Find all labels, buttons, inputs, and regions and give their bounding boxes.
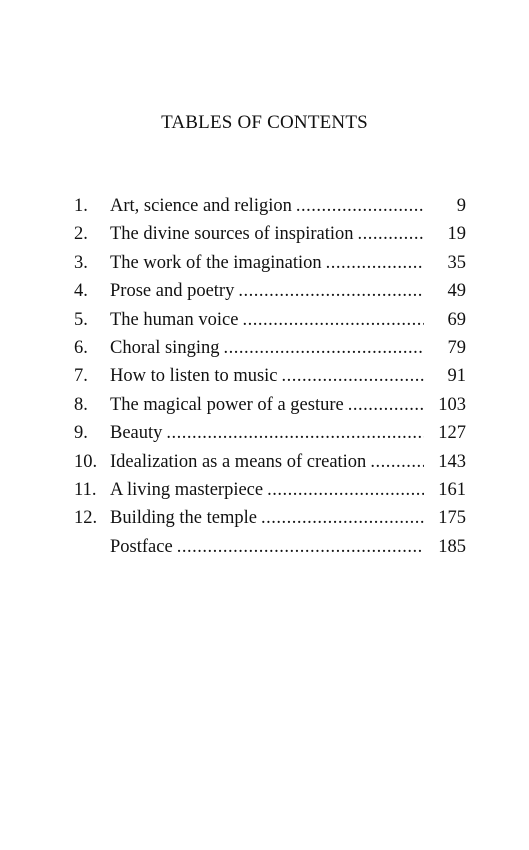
toc-entry[interactable] [74,224,466,252]
entry-text [110,366,424,387]
entry-text [110,281,424,302]
entry-text [110,253,424,274]
toc-entry[interactable] [74,537,466,565]
entry-number: 10. [74,451,98,472]
entry-label: The work of the imagination [110,252,322,273]
dot-leader [326,253,424,274]
entry-page-number: 161 [438,479,466,500]
entry-text [110,224,424,245]
entry-number: 2. [74,224,88,245]
entry-page-number: 19 [447,224,466,245]
entry-number: 4. [74,281,88,302]
entry-page-number: 69 [447,309,466,330]
entry-number: 11. [74,479,97,500]
entry-label: Beauty [110,423,163,444]
entry-number: 7. [74,366,88,387]
dot-leader [282,366,424,387]
entry-page-number: 35 [447,252,466,273]
entry-text [110,310,424,331]
toc-entry[interactable] [74,452,466,480]
toc-entry[interactable] [74,281,466,309]
entry-page-number: 79 [447,337,466,358]
entry-page-number: 175 [438,508,466,529]
toc-entry[interactable] [74,423,466,451]
entry-text [110,338,424,359]
toc-entry[interactable] [74,338,466,366]
entry-page-number: 91 [447,366,466,387]
entry-page-number: 9 [456,196,466,216]
dot-leader [261,508,424,529]
entry-page-number: 49 [447,281,466,302]
entry-label: How to listen to music [110,366,278,387]
entry-text [110,423,424,444]
entry-text [110,480,424,501]
toc-entry[interactable] [74,366,466,394]
dot-leader [238,281,424,302]
entry-text [110,508,424,529]
dot-leader [296,196,424,217]
dot-leader [348,395,424,416]
entry-text [110,452,424,473]
entry-label: Postface [110,536,173,557]
entry-label: The human voice [110,309,239,330]
entry-number: 5. [74,309,88,330]
toc-entry[interactable] [74,310,466,338]
toc-entry[interactable] [74,196,466,224]
entry-number: 8. [74,394,88,415]
toc-title: TABLES OF CONTENTS [161,112,368,133]
toc-list [74,196,466,565]
entry-page-number: 185 [438,536,466,557]
entry-number: 12. [74,508,98,529]
entry-label: The magical power of a gesture [110,394,344,415]
entry-label: A living masterpiece [110,479,264,500]
dot-leader [358,224,424,245]
toc-entry[interactable] [74,480,466,508]
entry-number: 9. [74,423,88,444]
entry-page-number: 127 [438,423,466,444]
toc-entry[interactable] [74,395,466,423]
entry-text [110,537,424,558]
entry-page-number: 103 [438,394,466,415]
entry-label: Idealization as a means of creation [110,451,367,472]
entry-label: Building the temple [110,508,257,529]
entry-label: Choral singing [110,337,220,358]
entry-text [110,196,424,217]
entry-label: The divine sources of inspiration [110,224,354,245]
entry-label: Art, science and religion [110,196,292,216]
dot-leader [370,452,424,473]
dot-leader [267,480,424,501]
toc-entry[interactable] [74,508,466,536]
entry-page-number: 143 [438,451,466,472]
entry-label: Prose and poetry [110,281,235,302]
dot-leader [223,338,424,359]
entry-number: 6. [74,337,88,358]
dot-leader [166,423,424,444]
dot-leader [242,310,424,331]
entry-number: 1. [74,196,88,216]
entry-number: 3. [74,252,88,273]
toc-entry[interactable] [74,253,466,281]
entry-text [110,395,424,416]
dot-leader [177,537,424,558]
